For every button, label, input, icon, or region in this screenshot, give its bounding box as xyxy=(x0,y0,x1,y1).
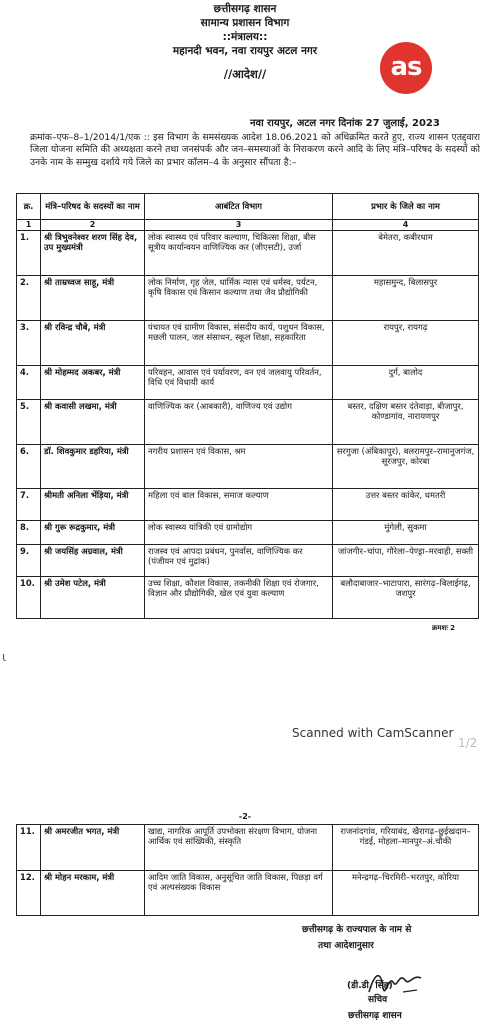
table-row xyxy=(17,871,479,916)
table-row xyxy=(17,445,479,489)
row-sno: 1. xyxy=(17,231,41,276)
col-number: 1 xyxy=(17,220,41,231)
row-sno: 7. xyxy=(17,489,41,521)
row-member-name: श्री उमेश पटेल, मंत्री xyxy=(41,577,145,619)
row-sno: 8. xyxy=(17,521,41,545)
camscanner-watermark: Scanned with CamScanner xyxy=(292,726,454,740)
page-number: -2- xyxy=(238,812,252,821)
row-department: महिला एवं बाल विकास, समाज कल्याण xyxy=(145,489,333,521)
table-row xyxy=(17,489,479,521)
header-ministry: ::मंत्रालय:: xyxy=(222,31,268,43)
table-row xyxy=(17,321,479,366)
row-districts: बेमेतरा, कबीरधाम xyxy=(333,231,479,276)
allocation-table-continued xyxy=(16,824,479,916)
table-row xyxy=(17,825,479,871)
row-member-name: श्री ताम्रध्वज साहू, मंत्री xyxy=(41,276,145,321)
row-member-name: श्री मोहम्मद अकबर, मंत्री xyxy=(41,366,145,400)
row-districts: महासमुन्द, बिलासपुर xyxy=(333,276,479,321)
allocation-table xyxy=(16,193,479,619)
row-department: राजस्व एवं आपदा प्रबंधन, पुनर्वास, वाणिज्यिक कर (पंजीयन एवं मुद्रांक) xyxy=(145,545,333,577)
row-department: खाद्य, नागरिक आपूर्ति उपभोक्ता संरक्षण विभाग, योजना आर्थिक एवं सांख्यिकी, संस्कृति xyxy=(145,825,333,871)
row-member-name: श्री जयसिंह अग्रवाल, मंत्री xyxy=(41,545,145,577)
place-date: नवा रायपुर, अटल नगर दिनांक 27 जुलाई, 2023 xyxy=(250,118,440,129)
row-department: लोक स्वास्थ्य यांत्रिकी एवं ग्रामोद्योग xyxy=(145,521,333,545)
row-department: लोक स्वास्थ्य एवं परिवार कल्याण, चिकित्सा शिक्षा, बीस सूत्रीय कार्यान्वयन वाणिज्यिक कर (जीएसटी), उर्जा xyxy=(145,231,333,276)
row-department: पंचायत एवं ग्रामीण विकास, संसदीय कार्य, पशुधन विकास, मछली पालन, जल संसाधन, स्कूल शिक्षा, सहकारिता xyxy=(145,321,333,366)
row-sno: 11. xyxy=(17,825,41,871)
row-districts: जांजगीर–चांपा, गौरेला–पेण्ड्रा–मरवाही, सक्ती xyxy=(333,545,479,577)
table-row xyxy=(17,276,479,321)
row-districts: मनेन्द्रगढ़–चिरमिरी–भरतपुर, कोरिया xyxy=(333,871,479,916)
row-department: लोक निर्माण, गृह जेल, धार्मिक न्यास एवं धर्मस्व, पर्यटन, कृषि विकास एवं किसान कल्याण तथा जैव प्रौद्योगिकी xyxy=(145,276,333,321)
table-row xyxy=(17,231,479,276)
col-number: 2 xyxy=(41,220,145,231)
signature-line-2: तथा आदेशानुसार xyxy=(318,941,374,951)
row-sno: 5. xyxy=(17,400,41,445)
row-member-name: श्री रविन्द्र चौबे, मंत्री xyxy=(41,321,145,366)
header-address: महानदी भवन, नवा रायपुर अटल नगर xyxy=(172,45,318,57)
row-sno: 9. xyxy=(17,545,41,577)
col-number: 4 xyxy=(333,220,479,231)
signatory-designation: सचिव xyxy=(368,995,388,1005)
row-sno: 6. xyxy=(17,445,41,489)
row-districts: राजनांदगांव, गरियाबंद, खैरागढ़–छुईखदान–गंडई, मोहला–मानपुर–अं.चौकी xyxy=(333,825,479,871)
row-member-name: श्री गुरू रूद्रकुमार, मंत्री xyxy=(41,521,145,545)
row-districts: उत्तर बस्तर कांकेर, धमतरी xyxy=(333,489,479,521)
table-row xyxy=(17,400,479,445)
header-govt: छत्तीसगढ़ शासन xyxy=(213,3,277,15)
signatory-org: छत्तीसगढ़ शासन xyxy=(348,1011,402,1021)
signatory-name: (डी.डी. सिंह) xyxy=(347,981,393,991)
col-number: 3 xyxy=(145,220,333,231)
page-count: 1/2 xyxy=(458,736,478,750)
row-districts: रायपुर, रायगढ़ xyxy=(333,321,479,366)
row-department: परिवहन, आवास एवं पर्यावरण, वन एवं जलवायु परिवर्तन, विधि एवं विधायी कार्य xyxy=(145,366,333,400)
header-department: आबंटित विभाग xyxy=(145,194,333,220)
row-sno: 12. xyxy=(17,871,41,916)
row-member-name: श्री कवासी लखमा, मंत्री xyxy=(41,400,145,445)
header-member-name: मंत्रि–परिषद के सदस्यों का नाम xyxy=(41,194,145,220)
header-districts: प्रभार के जिले का नाम xyxy=(333,194,479,220)
row-districts: सरगुजा (अंबिकापुर), बलरामपुर–रामानुजगंज, सूरजपुर, कोरबा xyxy=(333,445,479,489)
row-sno: 3. xyxy=(17,321,41,366)
row-member-name: श्री त्रिभुवनेश्वर शरण सिंह देव, उप मुख्यमंत्री xyxy=(41,231,145,276)
table-header-row xyxy=(17,194,479,220)
row-department: नगरीय प्रशासन एवं विकास, श्रम xyxy=(145,445,333,489)
row-department: आदिम जाति विकास, अनुसूचित जाति विकास, पिछड़ा वर्ग एवं अल्पसंख्यक विकास xyxy=(145,871,333,916)
row-sno: 2. xyxy=(17,276,41,321)
row-districts: दुर्ग, बालोद xyxy=(333,366,479,400)
row-department: उच्च शिक्षा, कौशल विकास, तकनीकी शिक्षा एवं रोजगार, विज्ञान और प्रौद्योगिकी, खेल एवं युवा कल्याण xyxy=(145,577,333,619)
table-row xyxy=(17,366,479,400)
header-order-title: //आदेश// xyxy=(223,67,267,81)
table-col-number-row xyxy=(17,220,479,231)
row-member-name: श्रीमती अनिला भेंड़िया, मंत्री xyxy=(41,489,145,521)
row-sno: 4. xyxy=(17,366,41,400)
row-member-name: श्री अमरजीत भगत, मंत्री xyxy=(41,825,145,871)
table-row xyxy=(17,521,479,545)
order-paragraph: क्रमांक–एफ–8–1/2014/1/एक :: इस विभाग के समसंख्यक आदेश 18.06.2021 को अधिक्रमित करते हुए, राज्य शासन एतद्द्वारा जिला योजना समिति की अध्यक्षता करने तथा जनसंपर्क और जन–समस्याओं के निराकरण करने आदि के लिए मंत्रि–परिषद के सदस्यों को उनके नाम के सम्मुख दर्शाये गये जिले का प्रभार कॉलम–4 के अनुसार सौंपता है:– xyxy=(30,132,480,168)
continued-note: क्रमशः 2 xyxy=(432,624,456,632)
table-row xyxy=(17,577,479,619)
row-districts: मुंगेली, सुकमा xyxy=(333,521,479,545)
header-sno: क्र. xyxy=(17,194,41,220)
margin-mark: ι xyxy=(2,650,7,664)
row-districts: बलौदाबाजार–भाटापारा, सारंगढ़–बिलाईगढ़, जशपुर xyxy=(333,577,479,619)
row-sno: 10. xyxy=(17,577,41,619)
signature-line-1: छत्तीसगढ़ के राज्यपाल के नाम से xyxy=(302,925,412,935)
row-member-name: डॉ. शिवकुमार डहरिया, मंत्री xyxy=(41,445,145,489)
as-logo-icon: as xyxy=(380,42,432,94)
header-department: सामान्य प्रशासन विभाग xyxy=(200,17,290,29)
table-row xyxy=(17,545,479,577)
row-member-name: श्री मोहन मरकाम, मंत्री xyxy=(41,871,145,916)
row-department: वाणिज्यिक कर (आबकारी), वाणिज्य एवं उद्योग xyxy=(145,400,333,445)
row-districts: बस्तर, दक्षिण बस्तर दंतेवाड़ा, बीजापुर, कोण्डागांव, नारायणपुर xyxy=(333,400,479,445)
